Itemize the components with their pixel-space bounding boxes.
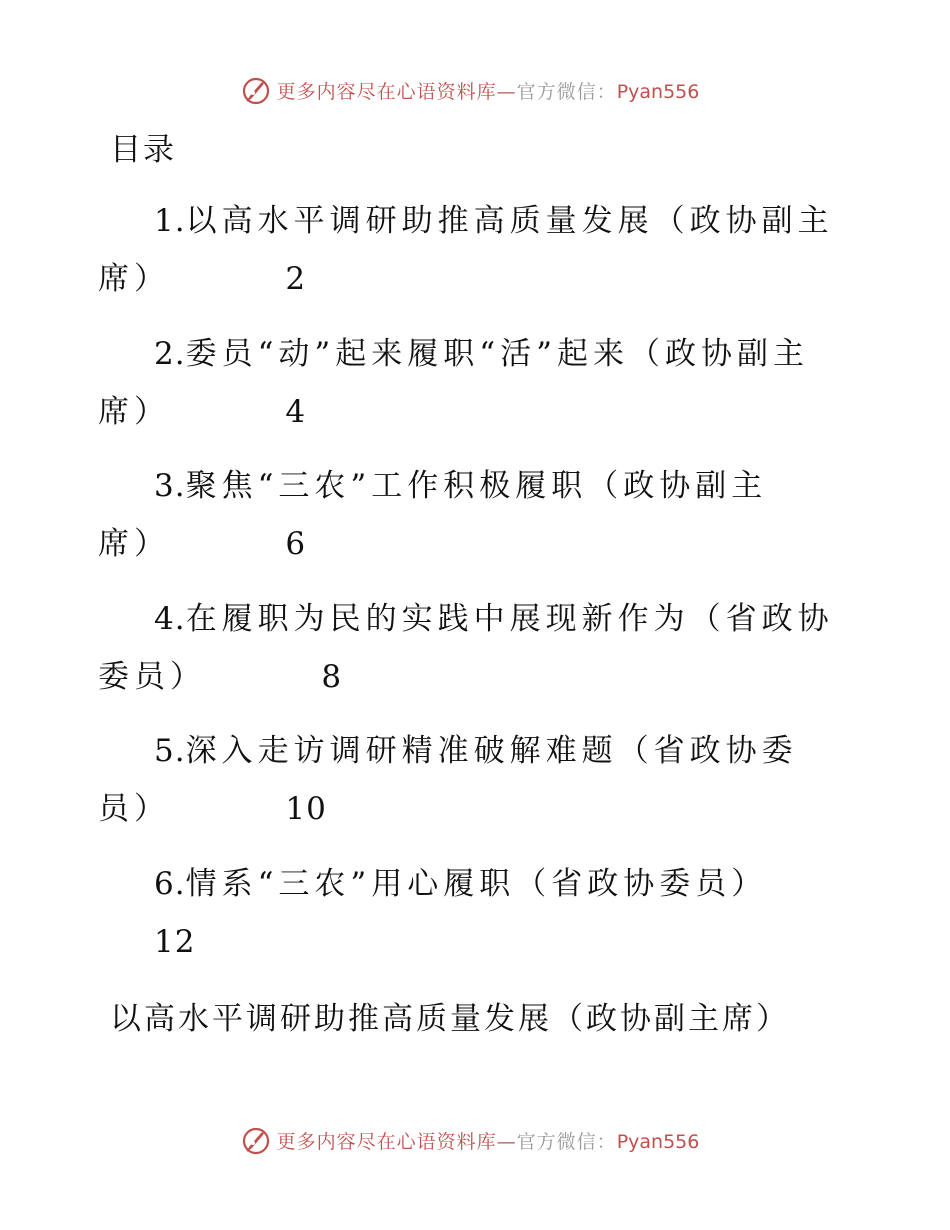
- quill-logo-icon: [239, 1123, 273, 1157]
- header-banner: [0, 70, 950, 110]
- quill-logo-icon: [239, 73, 273, 107]
- section-title: 以高水平调研助推高质量发展（政协副主席）: [110, 1001, 790, 1037]
- banner-separator: —: [496, 80, 517, 103]
- toc-heading: 目录: [110, 132, 176, 168]
- toc-entry-title: 委员“动”起来履职“活”起来（政协副主席）: [98, 336, 809, 430]
- toc-entry[interactable]: [98, 192, 858, 308]
- toc-entry-page: 8: [321, 659, 343, 695]
- footer-banner-content: [239, 1123, 700, 1157]
- toc-entry-number: 2.: [154, 336, 186, 372]
- banner-text: [277, 77, 700, 104]
- toc-entry-number: 4.: [154, 601, 186, 637]
- toc-entry-page: 10: [285, 791, 327, 827]
- banner-wechat-id: Pyan556: [616, 1130, 700, 1153]
- banner-slogan: 更多内容尽在心语资料库: [276, 1130, 497, 1153]
- footer-banner: [0, 1120, 950, 1160]
- banner-slogan: 更多内容尽在心语资料库: [276, 80, 497, 103]
- toc-entry-page: 6: [285, 526, 307, 562]
- banner-wechat-id: Pyan556: [616, 80, 700, 103]
- banner-wechat-label: 官方微信：: [516, 1130, 617, 1153]
- toc-entry-title: 以高水平调研助推高质量发展（政协副主席）: [98, 203, 834, 297]
- banner-separator: —: [496, 1130, 517, 1153]
- toc-entry-page: 4: [285, 394, 307, 430]
- toc-entry[interactable]: [98, 855, 858, 971]
- toc-entry-title: 深入走访调研精准破解难题（省政协委员）: [98, 733, 798, 827]
- toc-entry-page: 12: [154, 924, 196, 960]
- toc-entry-number: 6.: [154, 866, 186, 902]
- toc-entry-number: 1.: [154, 203, 186, 239]
- toc-entry[interactable]: [98, 590, 858, 706]
- toc-entry-title: 聚焦“三农”工作积极履职（政协副主席）: [98, 468, 768, 562]
- toc-entry-number: 3.: [154, 468, 186, 504]
- toc-entry[interactable]: [98, 325, 858, 441]
- banner-text: [277, 1127, 700, 1154]
- toc-entry-title: 在履职为民的实践中展现新作为（省政协委员）: [98, 601, 834, 695]
- toc-entry-page: 2: [285, 261, 307, 297]
- toc-entry[interactable]: [98, 722, 858, 838]
- toc-entry-title: 情系“三农”用心履职（省政协委员）: [185, 866, 768, 902]
- toc-entry-number: 5.: [154, 733, 186, 769]
- toc-entry[interactable]: [98, 457, 858, 573]
- banner-wechat-label: 官方微信：: [516, 80, 617, 103]
- header-banner-content: [239, 73, 700, 107]
